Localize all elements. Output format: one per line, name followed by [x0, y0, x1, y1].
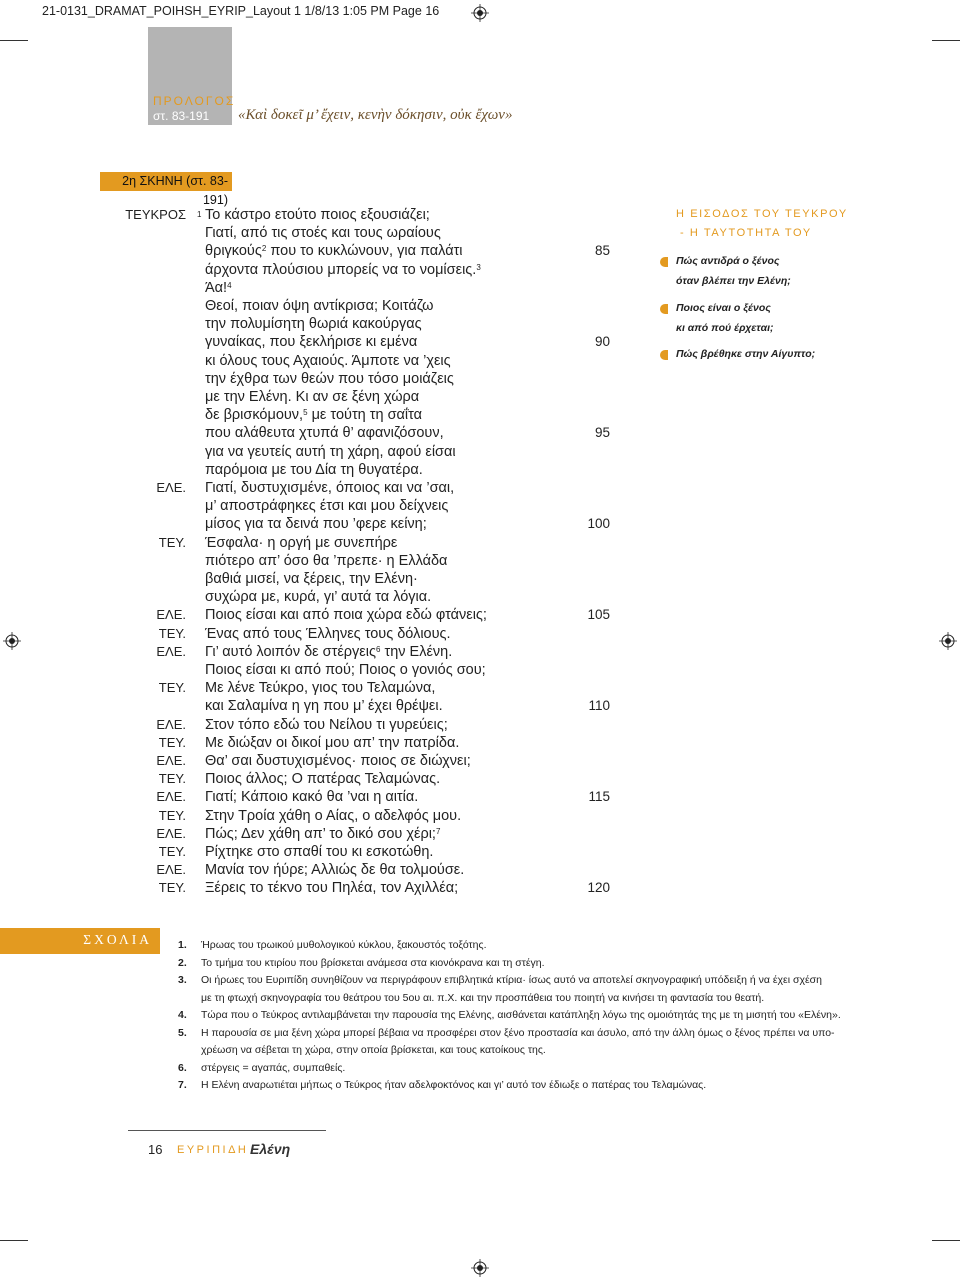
verse-text-part: Θα’ σαι δυστυχισμένος· ποιος σε διώχνει; — [205, 753, 471, 769]
speaker: ΕΛΕ. — [156, 825, 186, 841]
scholia-note-number: 7. — [178, 1079, 187, 1091]
verse-text-part: δε βρισκόμουν, — [205, 407, 304, 424]
speaker: ΤΕΥ. — [158, 680, 186, 696]
verse-line — [0, 807, 620, 825]
verse-text-part: Ποιος είσαι κι από πού; Ποιος ο γονιός σου; — [205, 662, 486, 678]
verse-text-part: που το κυκλώνουν, για παλάτι — [266, 243, 463, 260]
verse-text — [205, 479, 454, 497]
verse-text-part: πιότερο απ’ όσο θα ’πρεπε· η Ελλάδα — [205, 552, 448, 569]
verse-text-part: Με διώξαν οι δικοί μου απ’ την πατρίδα. — [205, 734, 460, 751]
verse-text — [205, 570, 418, 588]
verse-line — [0, 443, 620, 461]
verse-text-part: γυναίκας, που ξεκλήρισε κι εμένα — [205, 334, 418, 351]
verse-line — [0, 333, 620, 351]
verse-text-part: Έσφαλα· η οργή με συνεπήρε — [205, 534, 398, 551]
verse-line — [0, 861, 620, 879]
verse-line — [0, 752, 620, 770]
scholia-note-number: 1. — [178, 939, 187, 951]
verse-line — [0, 261, 620, 279]
verse-line — [0, 570, 620, 588]
verse-text — [205, 497, 448, 515]
verse-line — [0, 242, 620, 260]
verse-text — [205, 242, 463, 260]
registration-mark-icon — [471, 4, 489, 22]
verse-line — [0, 370, 620, 388]
verse-line — [0, 424, 620, 442]
verse-text — [205, 625, 451, 643]
speaker: ΤΕΥ. — [158, 844, 186, 859]
prologue-quote: «Καὶ δοκεῖ μ’ ἔχειν, κενὴν δόκησιν, οὐκ ἔχων» — [238, 107, 513, 123]
verse-text-part: Γιατί; Κάποιο κακό θα ’ναι η αιτία. — [205, 789, 419, 806]
verse-line — [0, 461, 620, 479]
verse-line — [0, 352, 620, 370]
verse-line — [0, 606, 620, 624]
verse-text — [205, 788, 418, 806]
verse-text — [205, 825, 440, 843]
verse-line — [0, 734, 620, 752]
verse-line — [0, 552, 620, 570]
print-slug: 21-0131_DRAMAT_POIHSH_EYRIP_Layout 1 1/8/13 1:05 PM Page 16 — [42, 4, 440, 18]
prologue-title: ΠΡΟΛΟΓΟΣ — [153, 94, 236, 108]
verse-line — [0, 497, 620, 515]
verse-text — [205, 461, 423, 479]
verse-text — [205, 606, 487, 624]
verse-text — [205, 279, 232, 297]
verse-text — [205, 879, 458, 897]
verse-text-part: Το κάστρο ετούτο ποιος εξουσιάζει; — [205, 207, 430, 223]
prologue-range: στ. 83-191 — [153, 109, 210, 123]
verse-text-part: Γιατί, από τις στοές και τους ωραίους — [205, 225, 441, 242]
scholia-note-text: με τη φτωχή σκηνογραφία του θεάτρου του 5ου αι. π.Χ. και την προσπάθεια του ποιητή να κινήσει τη φαντασία του θεατή. — [201, 991, 765, 1004]
footer-author: ΕΥΡΙΠΙΔΗ — [177, 1144, 249, 1156]
crop-mark — [0, 40, 28, 41]
verse-line — [0, 479, 620, 497]
verse-text — [205, 734, 459, 752]
verse-text-part: που αλάθευτα χτυπά θ’ αφανιζόσουν, — [205, 425, 444, 442]
verse-text — [205, 388, 419, 406]
speaker: ΤΕΥ. — [158, 534, 186, 550]
scholia-note-number: 3. — [178, 974, 187, 986]
verse-text — [205, 588, 431, 606]
verse-text-part: θριγκούς — [205, 243, 262, 260]
page-number: 16 — [148, 1142, 163, 1157]
verse-line — [0, 661, 620, 679]
verse-text — [205, 206, 430, 224]
verse-text-part: Ρίχτηκε στο σπαθί του κι εσκοτώθη. — [205, 844, 434, 860]
footnote-ref: 3 — [476, 262, 481, 272]
verse-text-part: μ’ αποστράφηκες έτσι και μου δείχνεις — [205, 498, 449, 515]
verse-text-part: Μανία τον ήύρε; Αλλιώς δε θα τολμούσε. — [205, 862, 465, 879]
verse-text — [205, 643, 452, 661]
verse-text — [205, 352, 451, 370]
footnote-ref: 4 — [227, 280, 232, 290]
speaker: ΕΛΕ. — [156, 480, 186, 495]
verse-line — [0, 406, 620, 424]
verse-text-part: Στον τόπο εδώ του Νείλου τι γυρεύεις; — [205, 716, 448, 733]
verse-line — [0, 716, 620, 734]
sidebar-question-text: Ποιος είναι ο ξένος — [676, 302, 771, 314]
verse-text-part: Πώς; Δεν χάθη απ’ το δικό σου χέρι; — [205, 825, 436, 842]
footer-title: Ελένη — [250, 1141, 291, 1157]
verse-text — [205, 534, 397, 552]
speaker: ΤΕΥΚΡΟΣ — [125, 207, 186, 222]
scholia-note-text: Το τμήμα του κτιρίου που βρίσκεται ανάμεσα στα κιονόκρανα και τη στέγη. — [201, 956, 545, 969]
scholia-note-text: Τώρα που ο Τεύκρος αντιλαμβάνεται την παρουσία της Ελένης, αισθάνεται κατάπληξη λόγω της ομοιότητάς της με τη μισητή του «Ελένη». — [201, 1009, 841, 1021]
verse-text-part: Γιατί, δυστυχισμένε, όποιος και να ’σαι, — [205, 480, 455, 496]
speaker: ΕΛΕ. — [156, 789, 186, 805]
bullet-icon — [660, 350, 668, 360]
verse-line — [0, 770, 620, 788]
verse-text-part: Με λένε Τεύκρο, γιος του Τελαμώνα, — [205, 680, 436, 697]
verse-text-part: συχώρα με, κυρά, γι’ αυτά τα λόγια. — [205, 589, 432, 606]
speaker: ΕΛΕ. — [156, 753, 186, 768]
verse-text — [205, 807, 461, 825]
footer-rule — [128, 1130, 326, 1131]
verse-text — [205, 770, 440, 788]
verse-text-part: με τούτη τη σαΐτα — [307, 407, 423, 424]
scholia-note-text: χρέωση να σέβεται τη χώρα, στην οποία βρίσκεται, και τους κατοίκους της. — [201, 1044, 546, 1056]
verse-text-part: την έχθρα των θεών που τόσο μοιάζεις — [205, 370, 454, 387]
verse-text — [205, 406, 422, 424]
scholia-note-number: 2. — [178, 956, 187, 969]
verse-text-part: Θεοί, ποιαν όψη αντίκρισα; Κοιτάζω — [205, 298, 434, 314]
verse-text — [205, 697, 443, 715]
verse-text — [205, 370, 454, 388]
footnote-ref: 1 — [197, 210, 202, 219]
verse-line — [0, 879, 620, 897]
line-number: 85 — [594, 243, 610, 259]
scholia-note-text: Ήρωας του τρωικού μυθολογικού κύκλου, ξακουστός τοξότης. — [201, 939, 487, 951]
verse-text-part: Στην Τροία χάθη ο Αίας, ο αδελφός μου. — [205, 807, 462, 824]
verse-line — [0, 515, 620, 533]
line-number: 115 — [588, 789, 610, 805]
line-number: 110 — [588, 698, 610, 714]
verse-text-part: παρόμοια με του Δία τη θυγατέρα. — [205, 461, 423, 478]
line-number: 120 — [587, 880, 610, 896]
scholia-note-number: 6. — [178, 1061, 187, 1074]
verse-text — [205, 716, 448, 734]
verse-line — [0, 697, 620, 715]
line-number: 105 — [587, 607, 610, 623]
scholia-note-text: στέργεις = αγαπάς, συμπαθείς. — [201, 1061, 346, 1074]
bullet-icon — [660, 304, 668, 314]
verse-text-part: κι όλους τους Αχαιούς. Άμποτε να ’χεις — [205, 352, 451, 369]
sidebar-question-text: Πώς βρέθηκε στην Αίγυπτο; — [676, 348, 816, 360]
verse-text-part: και Σαλαμίνα η γη που μ’ έχει θρέψει. — [205, 698, 443, 715]
verse-line — [0, 643, 620, 661]
footnote-ref: 5 — [303, 408, 308, 418]
verse-text-part: Ποιος είσαι και από ποια χώρα εδώ φτάνεις; — [205, 607, 487, 624]
sidebar-question-text: κι από πού έρχεται; — [676, 322, 774, 334]
verse-line — [0, 297, 620, 315]
verse-line — [0, 279, 620, 297]
speaker: ΤΕΥ. — [158, 880, 186, 896]
verse-text — [205, 679, 435, 697]
verse-text — [205, 261, 481, 279]
sidebar-heading: Η ΕΙΣΟΔΟΣ ΤΟΥ ΤΕΥΚΡΟΥ — [676, 208, 848, 220]
speaker: ΕΛΕ. — [156, 862, 186, 878]
verse-text-part: βαθιά μισεί, να ξέρεις, την Ελένη· — [205, 571, 418, 587]
crop-mark — [932, 40, 960, 41]
sidebar-subheading: - Η ΤΑΥΤΟΤΗΤΑ ΤΟΥ — [680, 227, 812, 239]
verse-text — [205, 224, 441, 242]
verse-line — [0, 825, 620, 843]
speaker: ΤΕΥ. — [158, 807, 186, 823]
footnote-ref: 2 — [261, 244, 267, 254]
verse-text-part: την Ελένη. — [380, 643, 453, 660]
registration-mark-icon — [471, 1259, 489, 1277]
verse-text — [205, 861, 464, 879]
verse-text-part: Ξέρεις το τέκνο του Πηλέα, τον Αχιλλέα; — [205, 880, 459, 897]
footnote-ref: 6 — [375, 644, 381, 654]
line-number: 90 — [594, 334, 610, 350]
verse-text — [205, 315, 422, 333]
verse-text — [205, 443, 456, 461]
verse-text-part: για να γευτείς αυτή τη χάρη, αφού είσαι — [205, 443, 456, 460]
verse-text — [205, 752, 471, 770]
verse-text-part: Ένας από τους Έλληνες τους δόλιους. — [205, 625, 451, 642]
scholia-note-text: Οι ήρωες του Ευριπίδη συνηθίζουν να περιγράφουν επιβλητικά κτίρια· ίσως αυτό να αποτελεί σκηνογραφική υπόδειξη ή να έχει σχέση — [201, 974, 822, 986]
verse-line — [0, 625, 620, 643]
scholia-note-number: 5. — [178, 1026, 187, 1039]
verse-line — [0, 224, 620, 242]
scholia-note-text: Η παρουσία σε μια ξένη χώρα μπορεί βέβαια να προσφέρει στον ξένο προστασία και άσυλο, από την άλλη όμως ο ξένος πρέπει να υπο- — [201, 1026, 835, 1039]
verse-line — [0, 843, 620, 861]
verse-text-part: Ποιος άλλος; Ο πατέρας Τελαμώνας. — [205, 771, 441, 788]
speaker: ΤΕΥ. — [158, 771, 186, 787]
verse-text-part: άρχοντα πλούσιου μπορείς να το νομίσεις. — [205, 261, 477, 278]
speaker: ΕΛΕ. — [156, 607, 186, 623]
speaker: ΤΕΥ. — [158, 625, 186, 641]
verse-text-part: την πολυμίσητη θωριά κακούργας — [205, 316, 422, 333]
speaker: ΤΕΥ. — [158, 734, 186, 750]
speaker: ΕΛΕ. — [156, 716, 186, 732]
verse-line — [0, 315, 620, 333]
scholia-note-number: 4. — [178, 1009, 187, 1021]
scene-label: 2η ΣΚΗΝΗ (στ. 83-191) — [100, 172, 232, 191]
verse-line — [0, 534, 620, 552]
footnote-ref: 7 — [435, 826, 441, 836]
scholia-label: ΣΧΟΛΙΑ — [83, 932, 152, 947]
verse-text-part: μίσος για τα δεινά που ’φερε κείνη; — [205, 516, 427, 533]
verse-text — [205, 333, 417, 351]
verse-text-part: με την Ελένη. Κι αν σε ξένη χώρα — [205, 389, 420, 405]
speaker: ΕΛΕ. — [156, 643, 186, 659]
verse-line — [0, 588, 620, 606]
verse-text — [205, 843, 433, 861]
verse-line — [0, 788, 620, 806]
line-number: 95 — [594, 425, 610, 441]
verse-line — [0, 206, 620, 224]
verse-line — [0, 679, 620, 697]
verse-text-part: Γι’ αυτό λοιπόν δε στέργεις — [205, 643, 376, 660]
scholia-note-text: Η Ελένη αναρωτιέται μήπως ο Τεύκρος ήταν αδελφοκτόνος και γι’ αυτό τον έδιωξε ο πατέρας του Τελαμώνας. — [201, 1079, 707, 1091]
crop-mark — [0, 1240, 28, 1241]
registration-mark-icon — [939, 632, 957, 650]
sidebar-question-text: όταν βλέπει την Ελένη; — [676, 275, 791, 287]
bullet-icon — [660, 257, 668, 267]
verse-text — [205, 515, 427, 533]
scholia-bar — [0, 928, 160, 954]
verse-line — [0, 388, 620, 406]
verse-text — [205, 424, 444, 442]
crop-mark — [932, 1240, 960, 1241]
verse-text — [205, 297, 433, 315]
verse-text-part: Άα! — [205, 279, 228, 296]
verse-text — [205, 552, 447, 570]
sidebar-question-text: Πώς αντιδρά ο ξένος — [676, 255, 780, 267]
verse-text — [205, 661, 486, 679]
line-number: 100 — [587, 516, 610, 532]
